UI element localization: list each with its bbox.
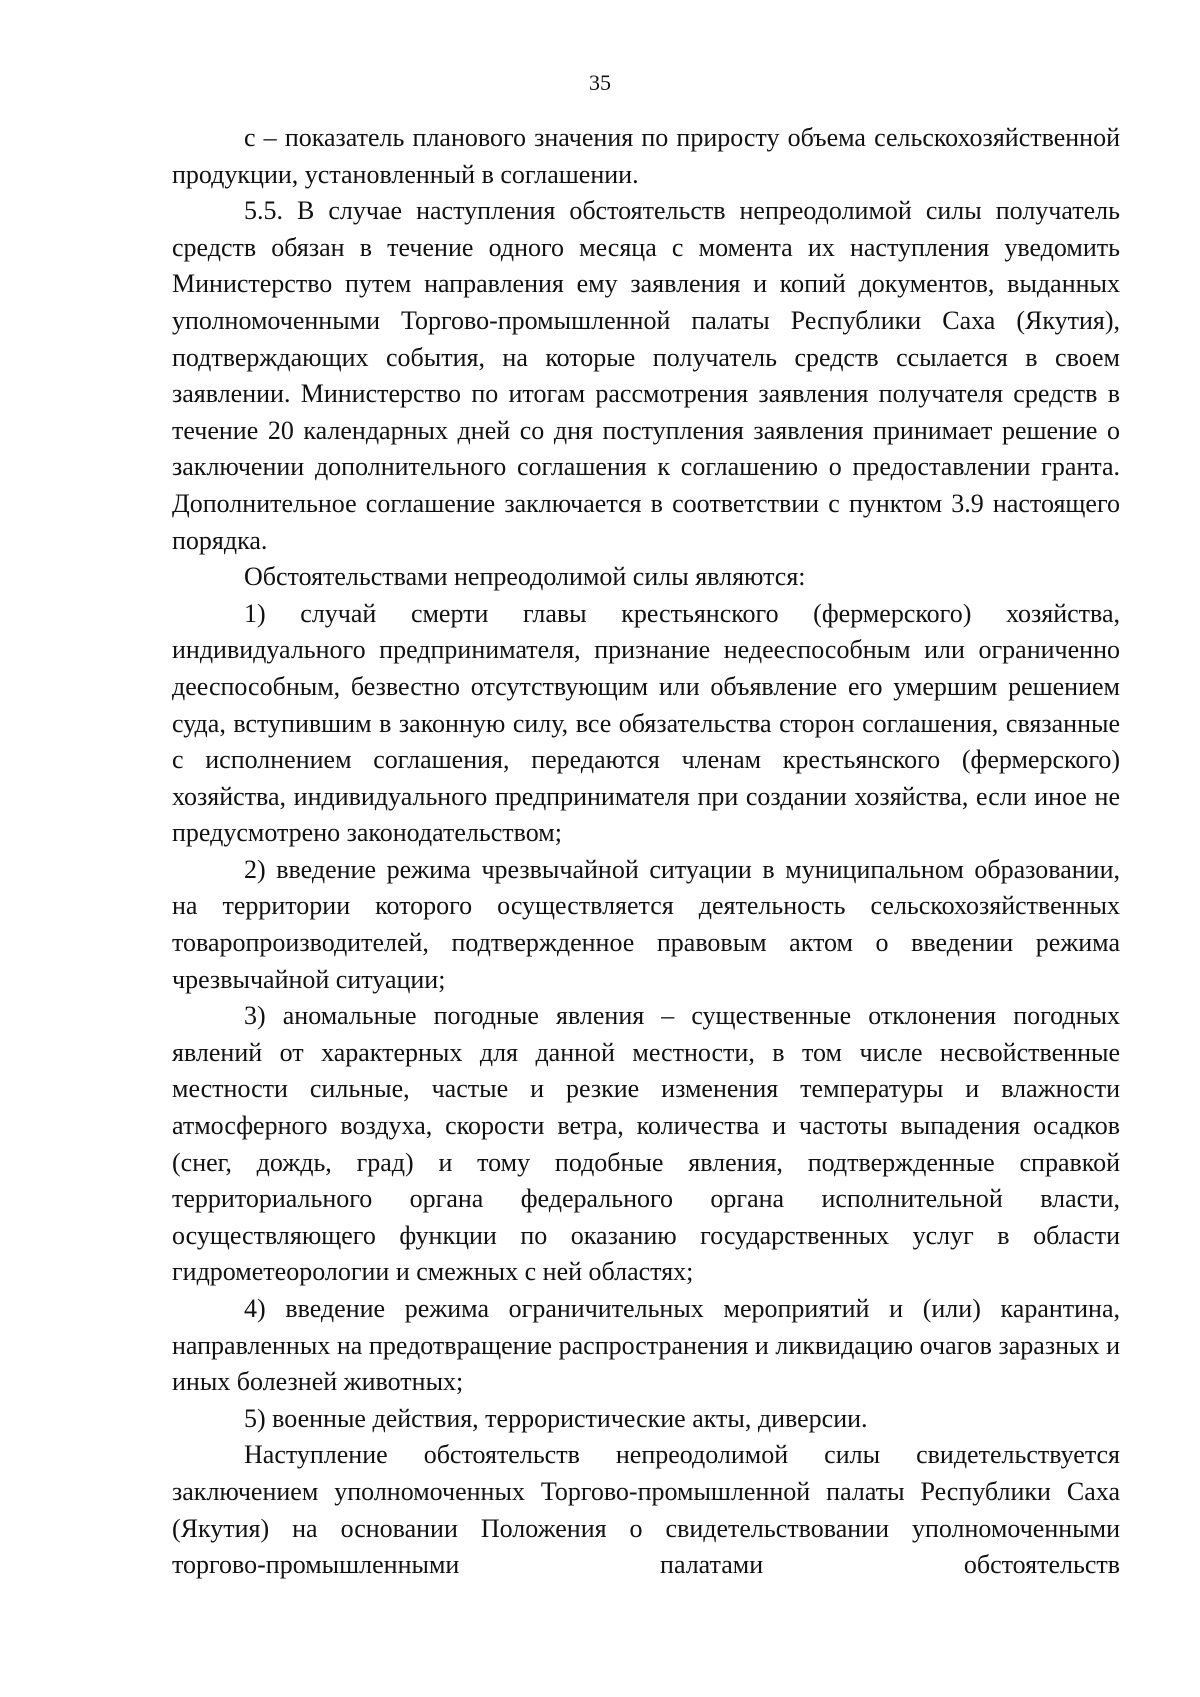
list-item-2: 2) введение режима чрезвычайной ситуации в муниципальном образовании, на территории которого осуществляется деятельность сельскохозяйственных товаропроизводителей, подтвержденное правовым актом о введении режима чрезвычайной ситуации;	[172, 854, 1120, 994]
list-item-5: 5) военные действия, террористические акты, диверсии.	[244, 1403, 868, 1433]
paragraph-5-5: 5.5. В случае наступления обстоятельств непреодолимой силы получатель средств обязан в течение одного месяца с момента их наступления уведомить Министерство путем направления ему заявления и копий документов, выданных уполномоченными Торгово-промышленной палаты Республики Саха (Якутия), подтверждающих события, на которые получатель средств ссылается в своем заявлении. Министерство по итогам рассмотрения заявления получателя средств в течение 20 календарных дней со дня поступления заявления принимает решение о заключении дополнительного соглашения к соглашению о предоставлении гранта. Дополнительное соглашение заключается в соответствии с пунктом 3.9 настоящего порядка.	[172, 196, 1120, 555]
paragraph-indicator-c: с – показатель планового значения по приросту объема сельскохозяйственной продукции, установленный в соглашении.	[172, 123, 1120, 189]
list-item-4: 4) введение режима ограничительных мероприятий и (или) карантина, направленных на предотвращение распространения и ликвидацию очагов заразных и иных болезней животных;	[172, 1294, 1120, 1397]
list-item-3: 3) аномальные погодные явления – существенные отклонения погодных явлений от характерных для данной местности, в том числе несвойственные местности сильные, частые и резкие изменения температуры и влажности атмосферного воздуха, скорости ветра, количества и частоты выпадения осадков (снег, дождь, град) и тому подобные явления, подтвержденные справкой территориального органа федерального органа исполнительной власти, осуществляющего функции по оказанию государственных услуг в области гидрометеорологии и смежных с ней областях;	[172, 1001, 1120, 1287]
document-body	[172, 120, 1120, 1584]
paragraph-certification: Наступление обстоятельств непреодолимой силы свидетельствуется заключением уполномоченных Торгово-промышленной палаты Республики Саха (Якутия) на основании Положения о свидетельствовании уполномоченными торгово-промышленными палатами обстоятельств	[172, 1440, 1120, 1580]
paragraph-force-majeure-intro: Обстоятельствами непреодолимой силы являются:	[244, 562, 806, 592]
page-number: 35	[589, 70, 611, 95]
list-item-1: 1) случай смерти главы крестьянского (фермерского) хозяйства, индивидуального предпринимателя, признание недееспособным или ограниченно дееспособным, безвестно отсутствующим или объявление его умершим решением суда, вступившим в законную силу, все обязательства сторон соглашения, связанные с исполнением соглашения, передаются членам крестьянского (фермерского) хозяйства, индивидуального предпринимателя при создании хозяйства, если иное не предусмотрено законодательством;	[172, 598, 1120, 848]
